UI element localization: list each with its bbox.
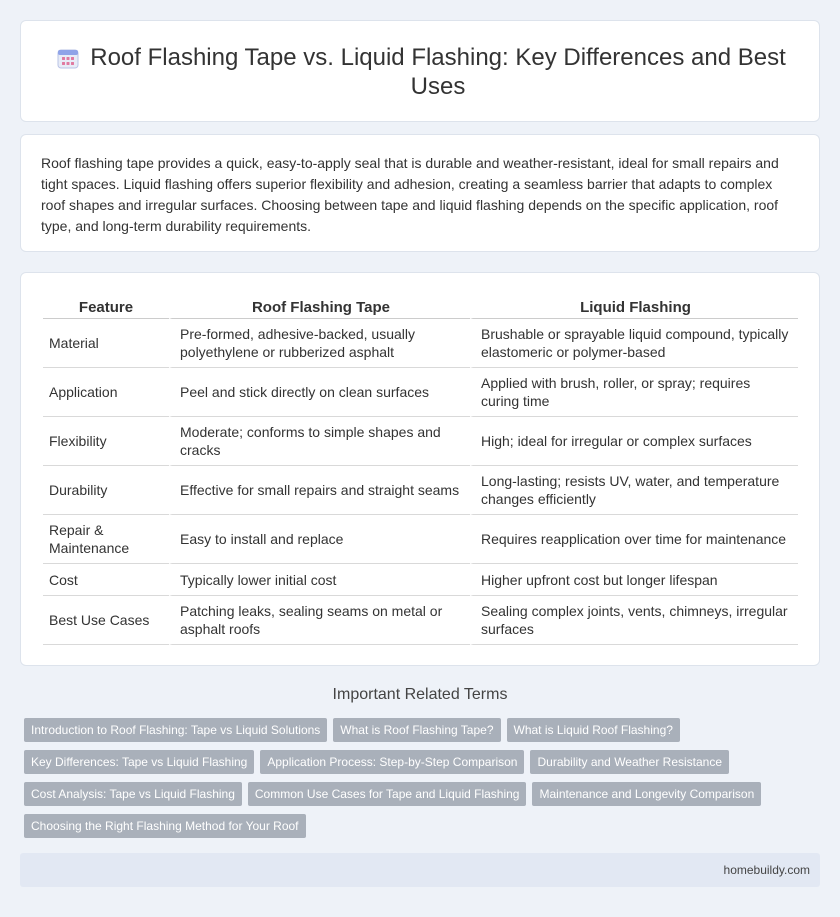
related-term-tag[interactable]: Durability and Weather Resistance (530, 750, 729, 774)
row-feature: Material (43, 319, 169, 368)
row-liquid: Brushable or sprayable liquid compound, typically elastomeric or polymer-based (470, 319, 798, 368)
row-liquid: Requires reapplication over time for maintenance (470, 515, 798, 564)
related-term-tag[interactable]: What is Roof Flashing Tape? (333, 718, 500, 742)
title-card (20, 20, 820, 122)
footer (20, 853, 820, 887)
row-tape: Typically lower initial cost (169, 564, 470, 596)
row-liquid: High; ideal for irregular or complex surfaces (470, 417, 798, 466)
related-terms-heading: Important Related Terms (332, 686, 508, 703)
row-liquid: Applied with brush, roller, or spray; requires curing time (470, 368, 798, 417)
related-term-tag[interactable]: What is Liquid Roof Flashing? (507, 718, 680, 742)
row-feature: Cost (43, 564, 169, 596)
table-row (43, 596, 798, 645)
row-tape: Effective for small repairs and straight seams (169, 466, 470, 515)
row-tape: Pre-formed, adhesive-backed, usually polyethylene or rubberized asphalt (169, 319, 470, 368)
page-title: Roof Flashing Tape vs. Liquid Flashing: Key Differences and Best Uses (90, 44, 786, 100)
intro-paragraph: Roof flashing tape provides a quick, easy-to-apply seal that is durable and weather-resistant, ideal for small repairs and tight spaces. Liquid flashing offers superior flexibility and adhesion, creating a seamless barrier that adapts to complex roof shapes and irregular surfaces. Choosing between tape and liquid flashing depends on the specific application, roof type, and long-term durability requirements. (41, 155, 779, 234)
row-liquid: Sealing complex joints, vents, chimneys, irregular surfaces (470, 596, 798, 645)
related-term-tag[interactable]: Application Process: Step-by-Step Comparison (260, 750, 524, 774)
footer-site-name[interactable]: homebuildy.com (723, 863, 810, 877)
row-liquid: Long-lasting; resists UV, water, and temperature changes efficiently (470, 466, 798, 515)
row-tape: Patching leaks, sealing seams on metal or asphalt roofs (169, 596, 470, 645)
row-feature: Best Use Cases (43, 596, 169, 645)
row-tape: Easy to install and replace (169, 515, 470, 564)
row-feature: Repair & Maintenance (43, 515, 169, 564)
table-header-row (43, 293, 798, 319)
related-term-tag[interactable]: Introduction to Roof Flashing: Tape vs Liquid Solutions (24, 718, 327, 742)
comparison-table (43, 293, 798, 645)
related-terms-tags (24, 718, 804, 846)
comparison-table-card (20, 272, 820, 666)
table-row (43, 564, 798, 596)
related-term-tag[interactable]: Maintenance and Longevity Comparison (532, 782, 761, 806)
related-term-tag[interactable]: Choosing the Right Flashing Method for Your Roof (24, 814, 306, 838)
related-term-tag[interactable]: Cost Analysis: Tape vs Liquid Flashing (24, 782, 242, 806)
row-feature: Application (43, 368, 169, 417)
related-term-tag[interactable]: Common Use Cases for Tape and Liquid Flashing (248, 782, 527, 806)
intro-card (20, 134, 820, 252)
row-liquid: Higher upfront cost but longer lifespan (470, 564, 798, 596)
table-row (43, 417, 798, 466)
row-tape: Moderate; conforms to simple shapes and cracks (169, 417, 470, 466)
header-liquid: Liquid Flashing (470, 293, 798, 319)
table-row (43, 319, 798, 368)
row-feature: Durability (43, 466, 169, 515)
table-row (43, 515, 798, 564)
row-feature: Flexibility (43, 417, 169, 466)
table-row (43, 466, 798, 515)
header-feature: Feature (43, 293, 169, 319)
header-tape: Roof Flashing Tape (169, 293, 470, 319)
related-term-tag[interactable]: Key Differences: Tape vs Liquid Flashing (24, 750, 254, 774)
table-row (43, 368, 798, 417)
row-tape: Peel and stick directly on clean surfaces (169, 368, 470, 417)
